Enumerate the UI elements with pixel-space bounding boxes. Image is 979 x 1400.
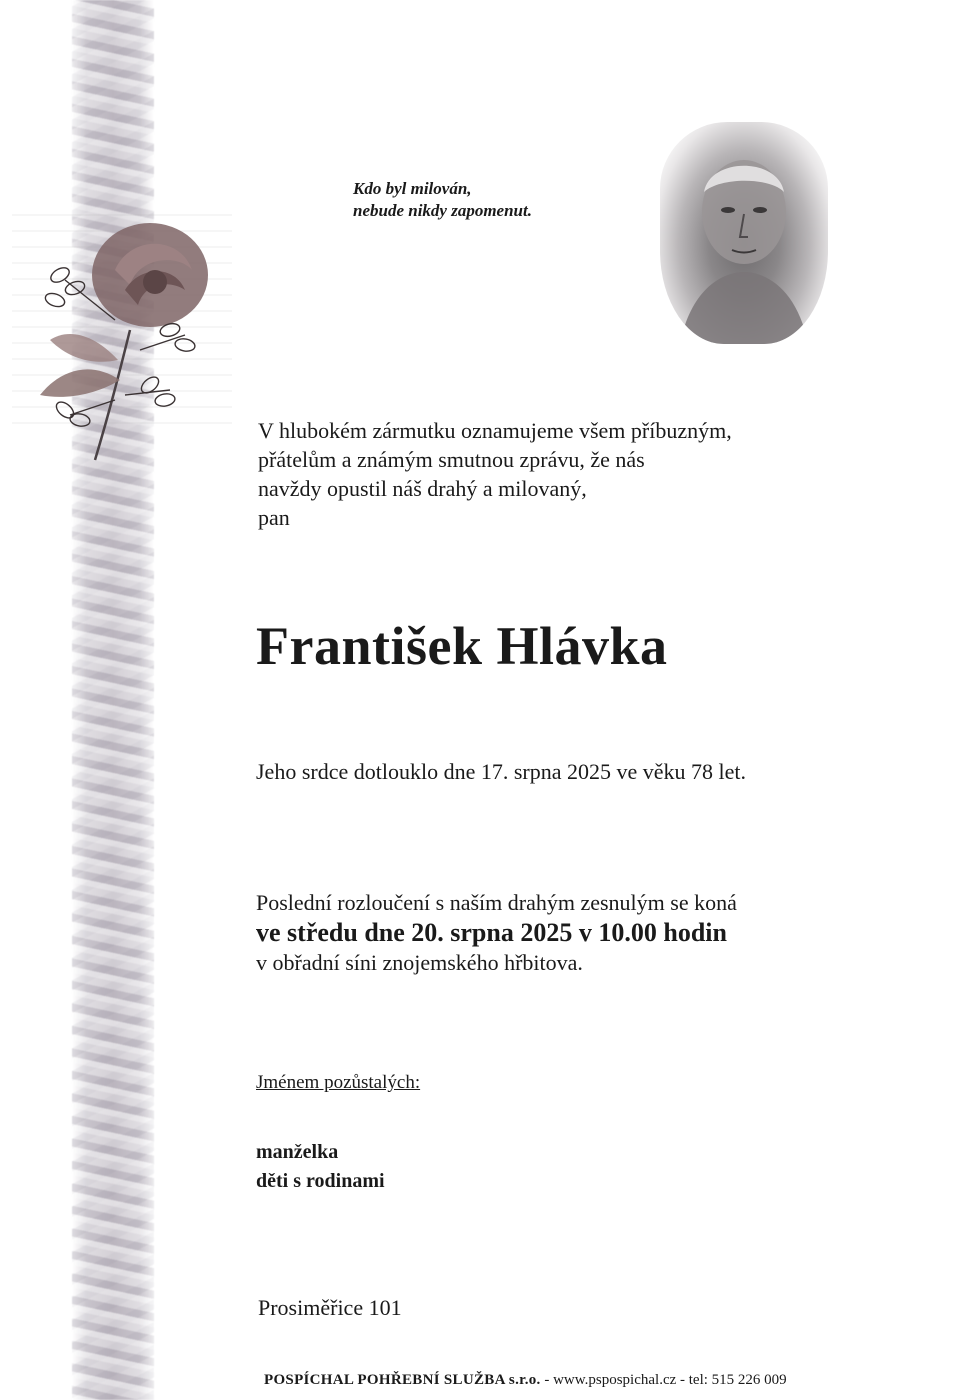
survivor-item: děti s rodinami bbox=[256, 1170, 385, 1192]
funeral-details bbox=[256, 888, 737, 978]
announcement-text bbox=[258, 416, 732, 532]
footer bbox=[264, 1372, 787, 1389]
announcement-line: přátelům a známým smutnou zprávu, že nás bbox=[258, 447, 645, 472]
address: Prosiměřice 101 bbox=[258, 1295, 402, 1320]
announcement-line: V hlubokém zármutku oznamujeme všem příbuzným, bbox=[258, 418, 732, 443]
on-behalf-label: Jménem pozůstalých: bbox=[256, 1072, 421, 1093]
quote-line: nebude nikdy zapomenut. bbox=[353, 201, 532, 220]
funeral-place: v obřadní síni znojemského hřbitova. bbox=[256, 950, 583, 975]
death-notice: Jeho srdce dotlouklo dne 17. srpna 2025 ve věku 78 let. bbox=[256, 759, 747, 784]
funeral-line: Poslední rozloučení s naším drahým zesnulým se koná bbox=[256, 890, 737, 915]
funeral-service-name: POSPÍCHAL POHŘEBNÍ SLUŽBA s.r.o. bbox=[264, 1372, 541, 1388]
funeral-date: ve středu dne 20. srpna 2025 v 10.00 hodin bbox=[256, 918, 727, 947]
survivor-item: manželka bbox=[256, 1141, 339, 1163]
memorial-quote bbox=[353, 178, 532, 222]
quote-line: Kdo byl milován, bbox=[353, 179, 472, 198]
person-icon bbox=[660, 122, 828, 344]
deceased-name: František Hlávka bbox=[256, 616, 668, 676]
survivors-list bbox=[256, 1138, 385, 1196]
announcement-line: navždy opustil náš drahý a milovaný, bbox=[258, 476, 587, 501]
announcement-line: pan bbox=[258, 505, 290, 530]
rose-icon bbox=[20, 210, 230, 470]
portrait-photo bbox=[660, 122, 828, 344]
funeral-service-contact: - www.pspospichal.cz - tel: 515 226 009 bbox=[540, 1372, 787, 1388]
